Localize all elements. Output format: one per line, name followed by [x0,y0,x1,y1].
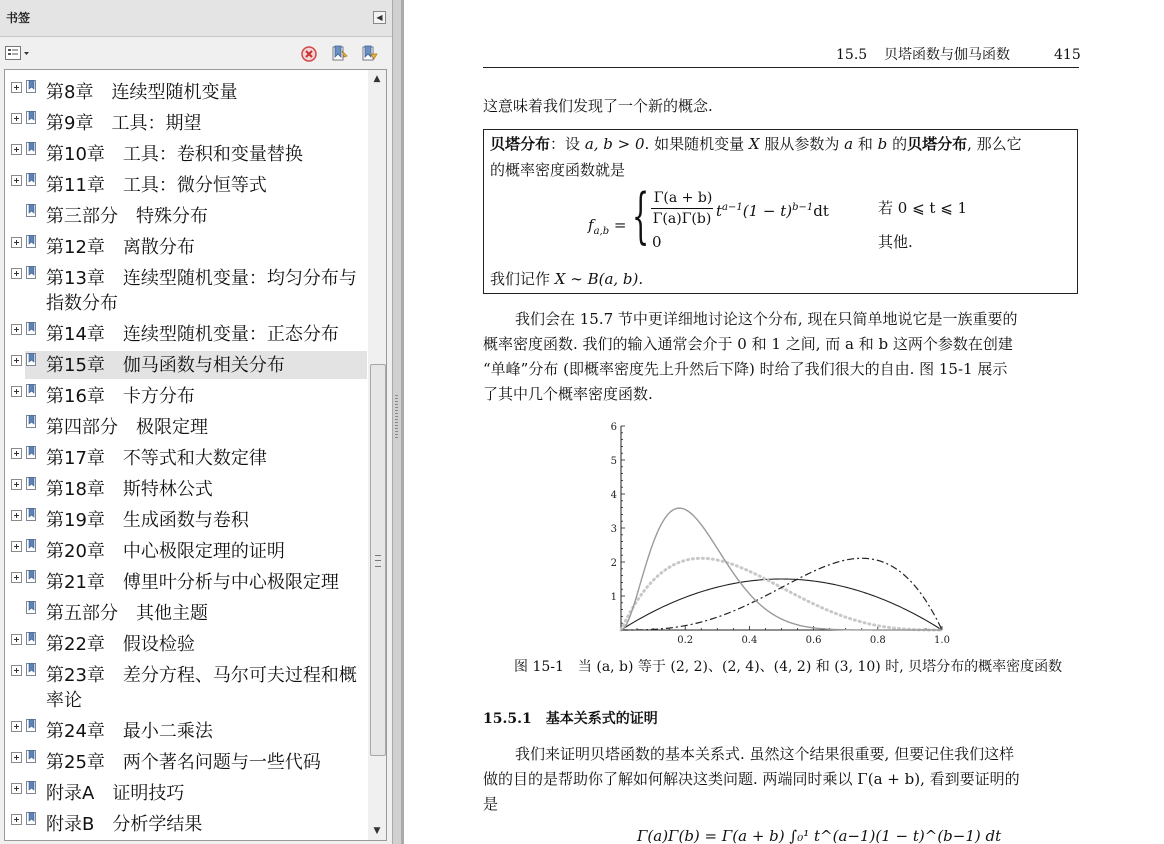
bookmark-icon [26,384,37,399]
paragraph-line: “单峰”分布 (即概率密度先上升然后下降) 时给了我们很大的自由. 图 15-1 展示 [483,360,1008,378]
x-tick-label: 0.6 [805,635,822,646]
definition-term: 贝塔分布 [907,135,968,153]
bookmark-icon [26,266,37,281]
expand-icon[interactable] [11,268,22,279]
bookmark-label: 第12章 离散分布 [46,237,195,258]
options-menu-button[interactable] [5,46,31,61]
bookmark-label: 第四部分 极限定理 [46,417,208,438]
expand-icon[interactable] [11,479,22,490]
y-tick-label: 5 [610,456,617,467]
bookmark-icon [26,632,37,647]
bookmark-icon [26,477,37,492]
notation-math: X ∼ B(a, b). [554,270,644,288]
delete-bookmark-icon[interactable] [301,46,317,62]
bottom-formula: Γ(a)Γ(b) = Γ(a + b) ∫₀¹ t^(a−1)(1 − t)^(b−1) dt [637,827,1002,844]
bookmark-icon [26,235,37,250]
x-tick-label: 1.0 [934,635,950,646]
document-page [404,0,1164,844]
x-tick-label: 0.2 [677,635,694,646]
bookmark-label: 第18章 斯特林公式 [46,479,213,500]
panel-splitter[interactable] [392,0,401,844]
expand-icon[interactable] [11,510,22,521]
bookmark-label: 第14章 连续型随机变量：正态分布 [46,324,339,345]
page-number: 415 [1054,47,1081,63]
def-text: , 那么它 [967,135,1022,153]
bookmark-label: 第16章 卡方分布 [46,386,195,407]
case1-condition: 若 0 ⩽ t ⩽ 1 [878,199,968,217]
paragraph-line: 我们来证明贝塔函数的基本关系式. 虽然这个结果很重要, 但要记住我们这样 [515,745,1015,763]
bookmark-icon [26,812,37,827]
bookmark-label: 第8章 连续型随机变量 [46,82,238,103]
paragraph-line: 了其中几个概率密度函数. [483,385,653,403]
beta-density-figure [594,412,964,647]
series-line-3 [621,508,942,630]
expand-icon[interactable] [11,783,22,794]
expand-icon[interactable] [11,237,22,248]
bookmark-label-continued: 指数分布 [46,293,118,314]
math-paren: (1 − t) [742,202,793,220]
bookmark-label: 第23章 差分方程、马尔可夫过程和概 [46,665,357,686]
subsection-heading [483,709,658,729]
expand-icon[interactable] [11,82,22,93]
y-tick-label: 6 [610,422,617,433]
paragraph-line: 概率密度函数. 我们的输入通常会介于 0 和 1 之间, 而 a 和 b 这两个参数在创建 [483,335,1013,353]
notation-line [490,269,643,289]
x-tick-label: 0.8 [869,635,886,646]
definition-box [483,129,1078,294]
def-math: a, b > 0 [584,135,645,153]
expand-bookmark-icon[interactable] [361,45,379,63]
chart-axes [611,422,950,646]
notation-text: 我们记作 [490,270,551,288]
y-tick-label: 3 [610,524,617,535]
bookmark-icon [26,750,37,765]
bookmark-label: 附录A 证明技巧 [46,783,185,804]
frac-denominator: Γ(a)Γ(b) [652,211,712,227]
bookmark-icon [26,80,37,95]
y-tick-label: 1 [610,592,617,603]
formula-lhs: $f_{a,b}$ = [588,216,627,237]
expand-icon[interactable] [11,175,22,186]
formula-sub: a,b [593,226,610,237]
def-text: . 如果随机变量 [644,135,745,153]
def-text: ：设 [550,135,581,153]
def-math: a [844,135,854,153]
x-tick-label: 0.4 [741,635,758,646]
bookmarks-toolbar [0,37,392,69]
intro-text: 这意味着我们发现了一个新的概念. [483,97,713,115]
bookmark-label: 附录B 分析学结果 [46,814,203,835]
bookmarks-panel [0,0,392,844]
bookmark-icon [26,539,37,554]
bookmark-icon [26,111,37,126]
expand-icon[interactable] [11,324,22,335]
scrollbar[interactable] [368,70,386,840]
definition-line-2: 的概率密度函数就是 [490,161,626,179]
bookmark-label: 第9章 工具：期望 [46,113,202,134]
def-math: X [748,135,760,153]
splitter-grip-icon [395,395,398,439]
bookmark-label: 第17章 不等式和大数定律 [46,448,267,469]
figure-caption: 图 15-1 当 (a, b) 等于 (2, 2)、(2, 4)、(4, 2) 和 (3, 10) 时, 贝塔分布的概率密度函数 [514,659,1063,675]
bookmark-label: 第15章 伽马函数与相关分布 [46,355,285,376]
bookmark-icon [26,781,37,796]
header-rule [483,67,1079,68]
chart-series [621,508,942,630]
scroll-up-button[interactable]: ▲ [373,74,381,84]
bookmark-label: 第21章 傅里叶分析与中心极限定理 [46,572,339,593]
exp1: a−1 [722,202,743,213]
paragraph-line: 是 [483,795,499,813]
bookmark-icon [26,173,37,188]
expand-icon[interactable] [11,572,22,583]
bookmark-icon [26,719,37,734]
formula-f: f [588,216,594,234]
case2-value: 0 [652,233,662,251]
expand-icon[interactable] [11,634,22,645]
scroll-thumb[interactable] [370,364,386,756]
expand-icon[interactable] [11,386,22,397]
expand-icon[interactable] [11,448,22,459]
bookmark-icon [26,353,37,368]
bookmark-label-continued: 率论 [46,690,82,711]
def-text: 服从参数为 [764,135,840,153]
bookmark-label: 第11章 工具：微分恒等式 [46,175,267,196]
math-t: t [716,202,723,220]
bookmark-icon [26,142,37,157]
running-header-title: 贝塔函数与伽马函数 [884,47,1010,63]
math-dt: dt [813,202,829,220]
collapse-panel-button[interactable]: ◀ [373,11,386,24]
bookmark-icon [26,446,37,461]
bookmarks-panel-header [0,0,392,37]
bookmark-icon [26,663,37,678]
new-bookmark-icon[interactable] [331,45,349,63]
grip-icon [375,555,381,567]
subsection-number: 15.5.1 [483,711,532,727]
running-header-section: 15.5 [836,47,868,63]
bookmark-label: 第五部分 其他主题 [46,603,208,624]
case2-condition: 其他. [878,233,913,251]
bookmark-label: 第24章 最小二乘法 [46,721,213,742]
def-text: 的 [892,135,908,153]
cases-brace: { [632,181,650,251]
subsection-title: 基本关系式的证明 [545,711,658,727]
case1-expression [716,198,829,221]
paragraph-line: 我们会在 15.7 节中更详细地讨论这个分布, 现在只简单地说它是一族重要的 [515,310,1018,328]
def-math: b [877,135,888,153]
bookmark-icon [26,415,37,430]
bookmark-label: 第19章 生成函数与卷积 [46,510,249,531]
bookmark-icon [26,601,37,616]
expand-icon[interactable] [11,665,22,676]
bookmark-label: 第三部分 特殊分布 [46,206,208,227]
expand-icon[interactable] [11,355,22,366]
bookmark-icon [26,204,37,219]
bookmark-icon [26,570,37,585]
frac-numerator: Γ(a + b) [653,190,713,206]
definition-term: 贝塔分布 [490,135,551,153]
bookmark-tree[interactable] [4,69,387,841]
bookmark-label: 第25章 两个著名问题与一些代码 [46,752,321,773]
y-tick-label: 2 [610,558,617,569]
paragraph-line: 做的目的是帮助你了解如何解决这类问题. 两端同时乘以 Γ(a + b), 看到要证明的 [483,770,1020,788]
panel-title: 书签 [6,11,31,25]
bookmark-icon [26,322,37,337]
scroll-down-button[interactable]: ▼ [373,826,381,836]
bookmark-label: 第20章 中心极限定理的证明 [46,541,285,562]
expand-icon[interactable] [11,113,22,124]
expand-icon[interactable] [11,814,22,825]
expand-icon[interactable] [11,144,22,155]
def-text: 和 [857,135,873,153]
expand-icon[interactable] [11,721,22,732]
bookmark-label: 第22章 假设检验 [46,634,195,655]
bookmark-label: 第13章 连续型随机变量：均匀分布与 [46,268,357,289]
definition-line-1 [490,134,1022,154]
expand-icon[interactable] [11,541,22,552]
bookmark-label: 第10章 工具：卷积和变量替换 [46,144,303,165]
bookmark-icon [26,508,37,523]
y-tick-label: 4 [610,490,617,501]
expand-icon[interactable] [11,752,22,763]
exp2: b−1 [792,202,814,213]
